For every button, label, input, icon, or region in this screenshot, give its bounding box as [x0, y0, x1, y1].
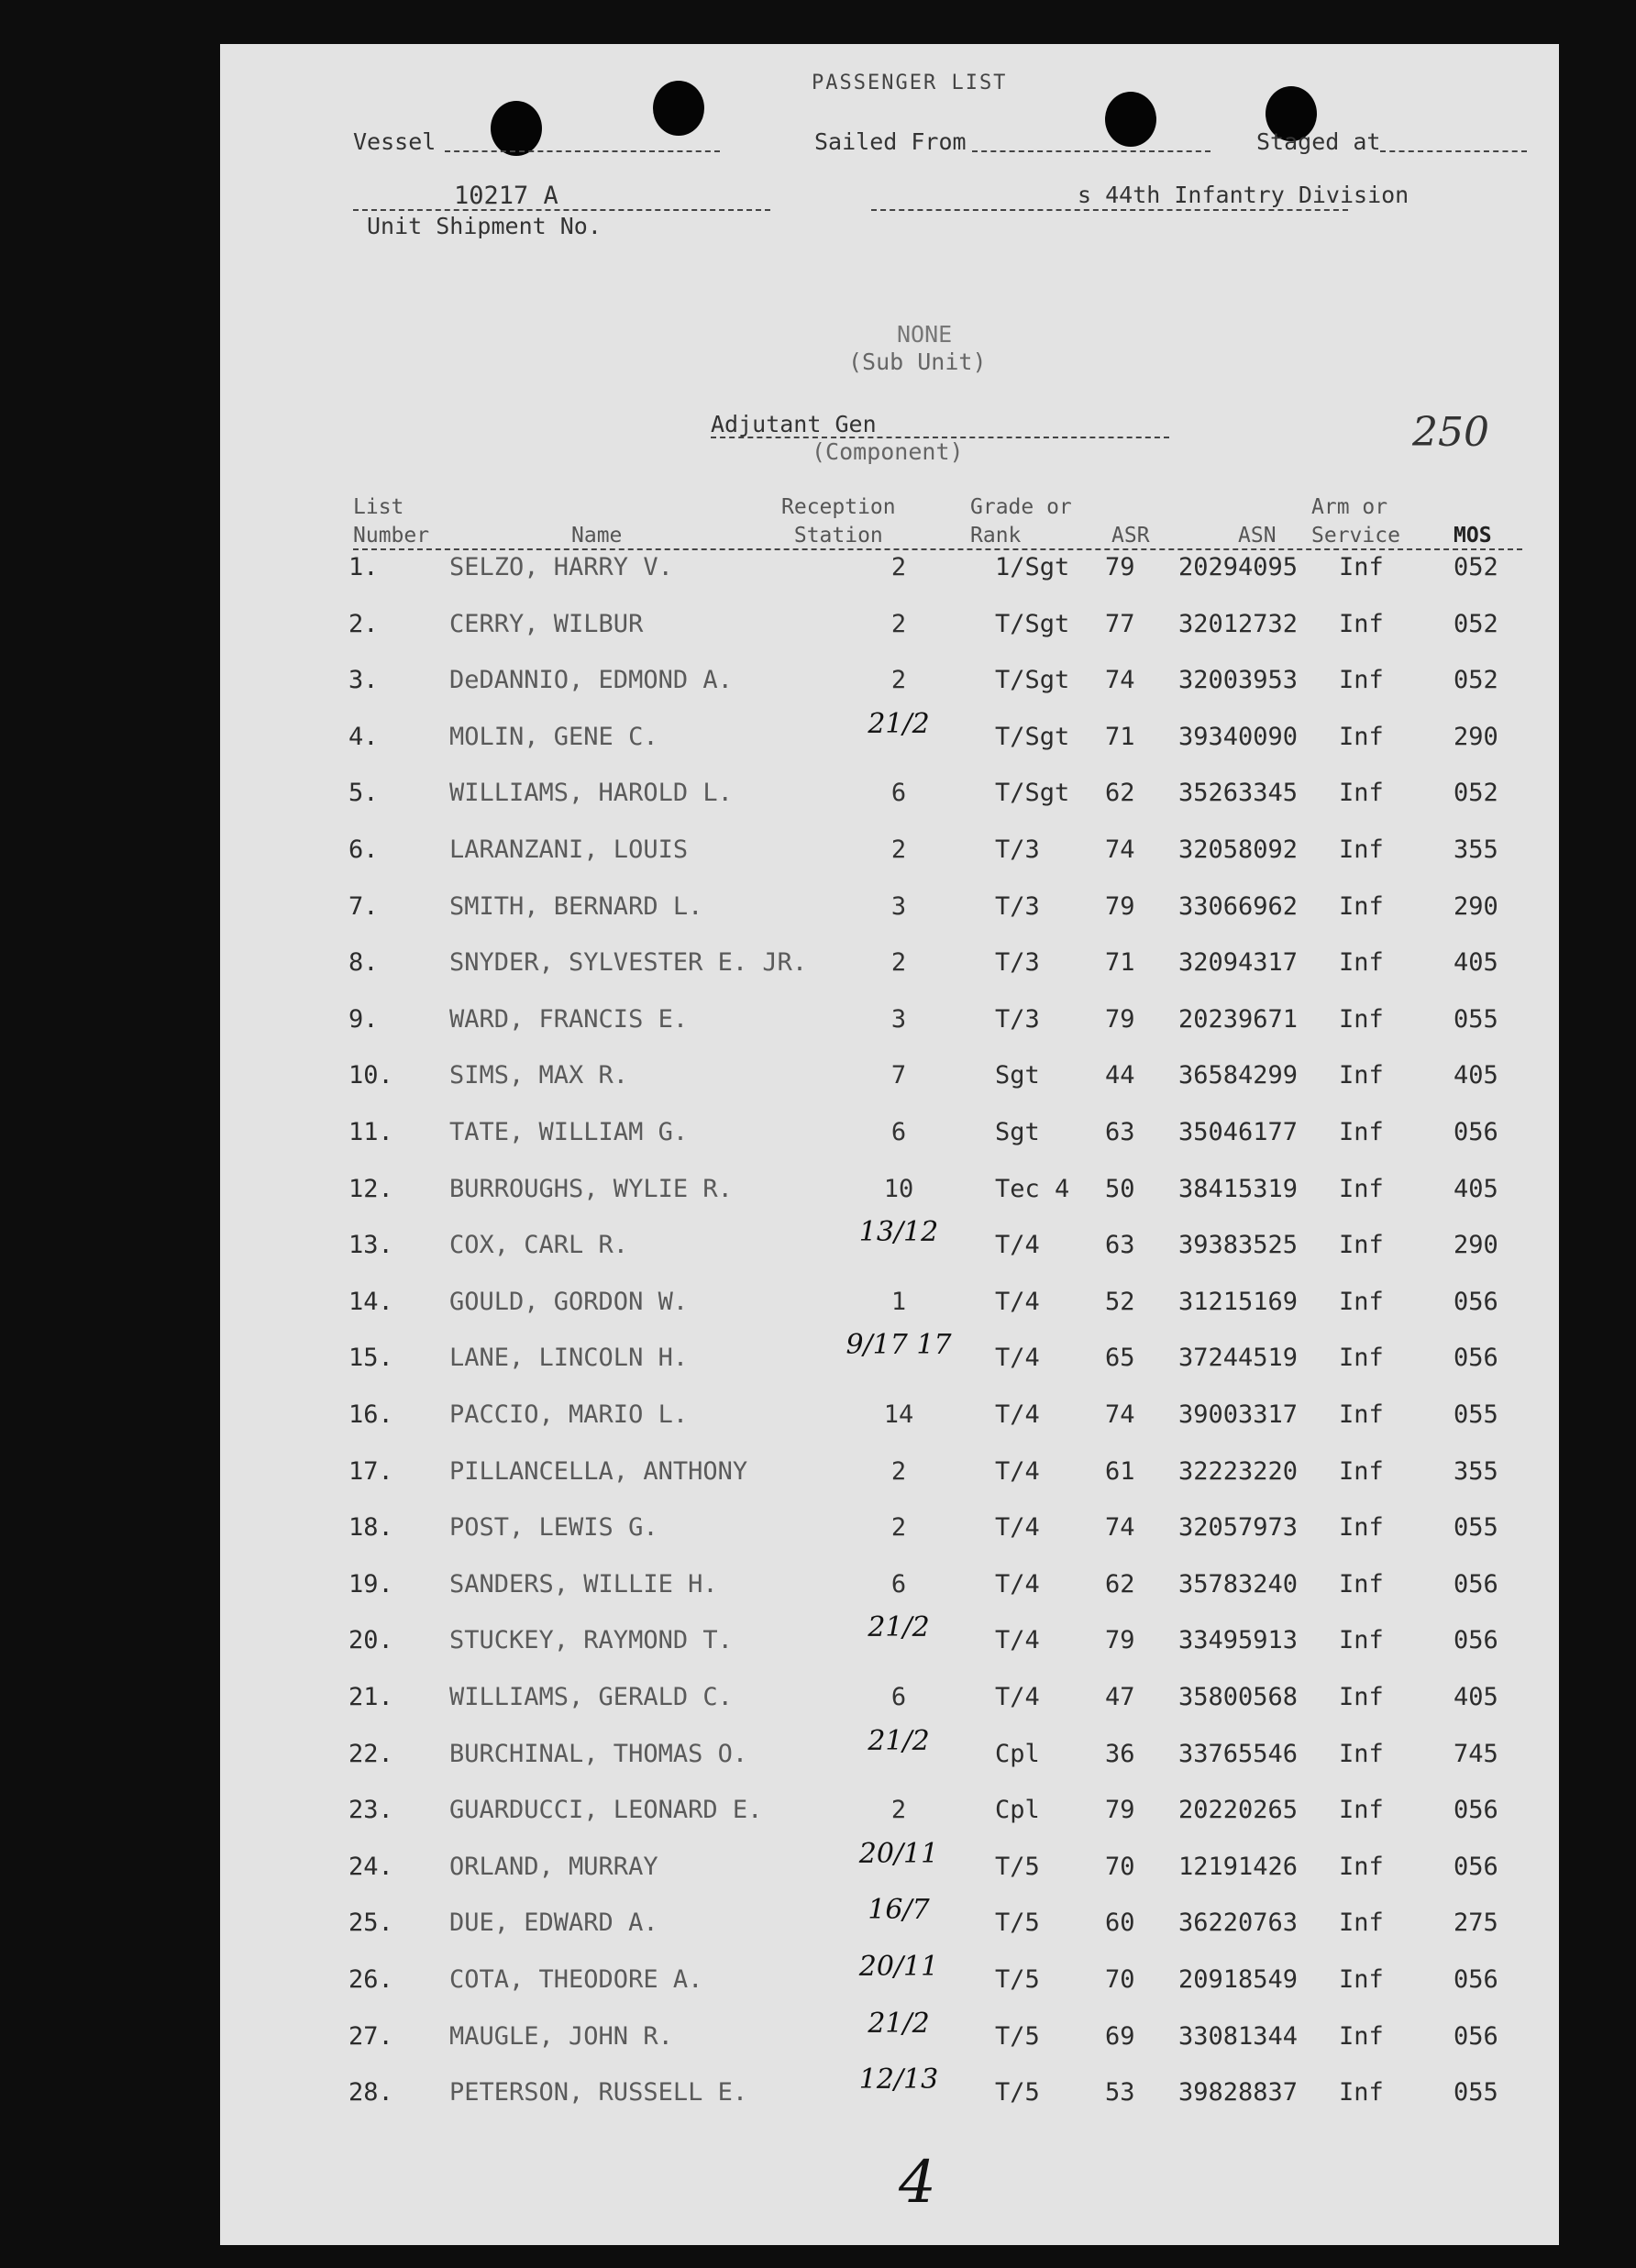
sailed-from-field: [972, 150, 1210, 152]
row-asn: 32058092: [1178, 835, 1299, 864]
row-mos: 056: [1454, 1344, 1498, 1373]
row-grade: T/4: [995, 1626, 1040, 1655]
shipment-label: Unit Shipment No.: [367, 213, 602, 239]
row-asr: 52: [1105, 1287, 1135, 1316]
row-grade: T/3: [995, 1004, 1040, 1034]
row-mos: 355: [1454, 1456, 1498, 1486]
row-mos: 055: [1454, 1400, 1498, 1429]
row-mos: 405: [1454, 1061, 1498, 1090]
row-name: MAUGLE, JOHN R.: [449, 2021, 673, 2051]
row-asr: 65: [1105, 1344, 1135, 1373]
row-asn: 20918549: [1178, 1965, 1299, 1994]
row-mos: 275: [1454, 1908, 1498, 1938]
row-asn: 32003953: [1178, 666, 1299, 695]
row-asn: 36220763: [1178, 1908, 1299, 1938]
sub-unit-label: (Sub Unit): [848, 348, 987, 375]
row-arm-service: Inf: [1339, 1796, 1384, 1825]
row-reception-station: 6: [890, 779, 907, 808]
row-mos: 405: [1454, 948, 1498, 978]
row-number: 2.: [348, 609, 379, 638]
row-asn: 33495913: [1178, 1626, 1299, 1655]
row-arm-service: Inf: [1339, 1456, 1384, 1486]
row-arm-service: Inf: [1339, 1118, 1384, 1146]
row-number: 1.: [348, 553, 379, 581]
page-number: 250: [1412, 409, 1489, 456]
row-grade: T/Sgt: [995, 609, 1070, 638]
row-mos: 055: [1454, 1513, 1498, 1543]
row-reception-station: 20/11: [858, 1837, 939, 1870]
row-asn: 37244519: [1178, 1344, 1299, 1373]
row-asn: 20294095: [1178, 553, 1299, 581]
row-name: PACCIO, MARIO L.: [449, 1400, 689, 1429]
table-row: [220, 1329, 1559, 1400]
row-reception-station: 6: [890, 1118, 907, 1146]
row-mos: 052: [1454, 666, 1498, 695]
row-arm-service: Inf: [1339, 1061, 1384, 1090]
row-number: 24.: [348, 1852, 393, 1881]
row-reception-station: 12/13: [858, 2063, 939, 2097]
row-arm-service: Inf: [1339, 1004, 1384, 1034]
col-name: Name: [571, 524, 623, 548]
row-reception-station: 21/2: [868, 2007, 930, 2040]
table-row: [220, 835, 1559, 892]
row-arm-service: Inf: [1339, 948, 1384, 978]
row-asr: 62: [1105, 1569, 1135, 1599]
row-arm-service: Inf: [1339, 1231, 1384, 1260]
row-mos: 355: [1454, 835, 1498, 864]
row-grade: T/3: [995, 948, 1040, 978]
row-asr: 50: [1105, 1174, 1135, 1203]
row-grade: T/3: [995, 835, 1040, 864]
row-reception-station: 2: [890, 948, 907, 978]
row-arm-service: Inf: [1339, 2021, 1384, 2051]
row-mos: 055: [1454, 2078, 1498, 2108]
row-arm-service: Inf: [1339, 1513, 1384, 1543]
row-asr: 63: [1105, 1231, 1135, 1260]
row-number: 8.: [348, 948, 379, 978]
row-arm-service: Inf: [1339, 1739, 1384, 1768]
row-arm-service: Inf: [1339, 1852, 1384, 1881]
row-name: LARANZANI, LOUIS: [449, 835, 689, 864]
row-grade: T/4: [995, 1400, 1040, 1429]
row-reception-station: 2: [890, 666, 907, 695]
row-asn: 20220265: [1178, 1796, 1299, 1825]
row-asn: 12191426: [1178, 1852, 1299, 1881]
row-mos: 055: [1454, 1004, 1498, 1034]
shipment-number-field: [353, 209, 770, 211]
row-arm-service: Inf: [1339, 666, 1384, 695]
col-list-number: List Number: [353, 495, 430, 548]
row-asn: 33066962: [1178, 891, 1299, 921]
row-reception-station: 16/7: [868, 1894, 930, 1927]
row-asn: 35046177: [1178, 1118, 1299, 1146]
punch-hole: [1105, 92, 1156, 147]
row-reception-station: 10: [883, 1174, 914, 1203]
row-mos: 290: [1454, 1231, 1498, 1260]
row-asr: 71: [1105, 948, 1135, 978]
row-name: COX, CARL R.: [449, 1231, 629, 1260]
row-asn: 35783240: [1178, 1569, 1299, 1599]
row-name: WARD, FRANCIS E.: [449, 1004, 689, 1034]
row-arm-service: Inf: [1339, 1400, 1384, 1429]
row-asr: 70: [1105, 1965, 1135, 1994]
row-mos: 056: [1454, 2021, 1498, 2051]
row-number: 5.: [348, 779, 379, 808]
row-arm-service: Inf: [1339, 609, 1384, 638]
punch-hole: [491, 101, 542, 156]
row-name: SMITH, BERNARD L.: [449, 891, 703, 921]
row-asr: 71: [1105, 722, 1135, 751]
row-name: BURCHINAL, THOMAS O.: [449, 1739, 748, 1768]
row-reception-station: 2: [890, 1796, 907, 1825]
passenger-list-page: [220, 44, 1559, 2245]
table-row: [220, 1118, 1559, 1175]
row-mos: 052: [1454, 779, 1498, 808]
vessel-label: Vessel: [353, 128, 437, 155]
row-asn: 31215169: [1178, 1287, 1299, 1316]
row-reception-station: 2: [890, 1456, 907, 1486]
row-name: SELZO, HARRY V.: [449, 553, 673, 581]
row-reception-station: 3: [890, 1004, 907, 1034]
row-grade: T/5: [995, 1965, 1040, 1994]
row-grade: T/4: [995, 1569, 1040, 1599]
row-arm-service: Inf: [1339, 1344, 1384, 1373]
row-mos: 056: [1454, 1626, 1498, 1655]
row-grade: T/5: [995, 2021, 1040, 2051]
table-row: [220, 1513, 1559, 1570]
row-name: LANE, LINCOLN H.: [449, 1344, 689, 1373]
col-asr: ASR: [1111, 524, 1150, 548]
punch-hole: [653, 81, 704, 136]
row-asn: 32094317: [1178, 948, 1299, 978]
col-grade: Grade or Rank: [970, 495, 1072, 548]
row-arm-service: Inf: [1339, 1569, 1384, 1599]
document-title: PASSENGER LIST: [812, 72, 1008, 94]
row-grade: Sgt: [995, 1118, 1040, 1146]
row-asn: 33765546: [1178, 1739, 1299, 1768]
row-asn: 20239671: [1178, 1004, 1299, 1034]
row-mos: 056: [1454, 1796, 1498, 1825]
row-name: BURROUGHS, WYLIE R.: [449, 1174, 733, 1203]
component: Adjutant Gen: [711, 411, 877, 437]
row-asn: 33081344: [1178, 2021, 1299, 2051]
row-grade: T/4: [995, 1287, 1040, 1316]
row-reception-station: 21/2: [868, 707, 930, 740]
footer-handwritten-mark: 4: [899, 2149, 936, 2217]
row-arm-service: Inf: [1339, 553, 1384, 581]
row-reception-station: 3: [890, 891, 907, 921]
staged-at-field: [1380, 150, 1527, 152]
row-number: 16.: [348, 1400, 393, 1429]
row-reception-station: 9/17 17: [846, 1329, 952, 1362]
row-asr: 70: [1105, 1852, 1135, 1881]
row-name: WILLIAMS, GERALD C.: [449, 1683, 733, 1711]
row-asr: 44: [1105, 1061, 1135, 1090]
row-asr: 79: [1105, 1626, 1135, 1655]
table-row: [220, 553, 1559, 610]
row-grade: T/4: [995, 1456, 1040, 1486]
row-mos: 052: [1454, 553, 1498, 581]
row-arm-service: Inf: [1339, 891, 1384, 921]
row-reception-station: 21/2: [868, 1724, 930, 1757]
row-name: CERRY, WILBUR: [449, 609, 644, 638]
row-mos: 052: [1454, 609, 1498, 638]
row-number: 7.: [348, 891, 379, 921]
row-number: 27.: [348, 2021, 393, 2051]
row-reception-station: 20/11: [858, 1951, 939, 1983]
row-asr: 74: [1105, 666, 1135, 695]
row-asr: 74: [1105, 1513, 1135, 1543]
row-asn: 39828837: [1178, 2078, 1299, 2108]
row-asr: 61: [1105, 1456, 1135, 1486]
row-grade: T/4: [995, 1683, 1040, 1711]
row-number: 13.: [348, 1231, 393, 1260]
row-name: SANDERS, WILLIE H.: [449, 1569, 718, 1599]
row-asr: 79: [1105, 1004, 1135, 1034]
row-name: DUE, EDWARD A.: [449, 1908, 658, 1938]
row-number: 21.: [348, 1683, 393, 1711]
table-row: [220, 610, 1559, 667]
row-number: 11.: [348, 1118, 393, 1146]
table-row: [220, 1005, 1559, 1062]
table-row: [220, 1457, 1559, 1514]
row-grade: T/4: [995, 1344, 1040, 1373]
row-name: PILLANCELLA, ANTHONY: [449, 1456, 748, 1486]
col-reception-station: Reception Station: [781, 495, 896, 548]
row-number: 4.: [348, 722, 379, 751]
table-row: [220, 707, 1559, 780]
row-number: 3.: [348, 666, 379, 695]
header-rule: [353, 548, 1522, 550]
row-asn: 38415319: [1178, 1174, 1299, 1203]
row-asn: 32223220: [1178, 1456, 1299, 1486]
row-name: COTA, THEODORE A.: [449, 1965, 703, 1994]
row-asn: 36584299: [1178, 1061, 1299, 1090]
row-grade: T/Sgt: [995, 779, 1070, 808]
row-mos: 290: [1454, 722, 1498, 751]
row-grade: T/4: [995, 1513, 1040, 1543]
row-arm-service: Inf: [1339, 835, 1384, 864]
row-mos: 056: [1454, 1852, 1498, 1881]
row-arm-service: Inf: [1339, 1908, 1384, 1938]
row-asr: 63: [1105, 1118, 1135, 1146]
row-name: STUCKEY, RAYMOND T.: [449, 1626, 733, 1655]
row-asn: 35263345: [1178, 779, 1299, 808]
row-grade: Sgt: [995, 1061, 1040, 1090]
row-number: 6.: [348, 835, 379, 864]
row-arm-service: Inf: [1339, 2078, 1384, 2108]
table-row: [220, 948, 1559, 1005]
row-number: 17.: [348, 1456, 393, 1486]
row-asn: 39383525: [1178, 1231, 1299, 1260]
row-reception-station: 6: [890, 1569, 907, 1599]
row-asr: 36: [1105, 1739, 1135, 1768]
division-name: s 44th Infantry Division: [1078, 182, 1409, 208]
row-number: 23.: [348, 1796, 393, 1825]
row-name: DeDANNIO, EDMOND A.: [449, 666, 733, 695]
row-asn: 35800568: [1178, 1683, 1299, 1711]
row-name: ORLAND, MURRAY: [449, 1852, 658, 1881]
row-number: 19.: [348, 1569, 393, 1599]
row-grade: T/Sgt: [995, 722, 1070, 751]
row-mos: 745: [1454, 1739, 1498, 1768]
table-row: [220, 1724, 1559, 1797]
row-name: GUARDUCCI, LEONARD E.: [449, 1796, 763, 1825]
row-arm-service: Inf: [1339, 1965, 1384, 1994]
row-number: 22.: [348, 1739, 393, 1768]
row-number: 26.: [348, 1965, 393, 1994]
row-arm-service: Inf: [1339, 1683, 1384, 1711]
table-row: [220, 1400, 1559, 1457]
row-number: 18.: [348, 1513, 393, 1543]
table-row: [220, 779, 1559, 835]
row-number: 28.: [348, 2078, 393, 2108]
row-reception-station: 2: [890, 1513, 907, 1543]
row-grade: T/3: [995, 891, 1040, 921]
row-arm-service: Inf: [1339, 1174, 1384, 1203]
row-grade: Cpl: [995, 1739, 1040, 1768]
row-number: 15.: [348, 1344, 393, 1373]
row-grade: T/4: [995, 1231, 1040, 1260]
row-number: 10.: [348, 1061, 393, 1090]
row-name: WILLIAMS, HAROLD L.: [449, 779, 733, 808]
col-mos: MOS: [1454, 524, 1492, 548]
row-name: TATE, WILLIAM G.: [449, 1118, 689, 1146]
vessel-field: [445, 150, 720, 152]
row-mos: 056: [1454, 1965, 1498, 1994]
row-asr: 74: [1105, 835, 1135, 864]
row-asn: 32012732: [1178, 609, 1299, 638]
row-mos: 056: [1454, 1287, 1498, 1316]
row-asr: 74: [1105, 1400, 1135, 1429]
row-grade: 1/Sgt: [995, 553, 1070, 581]
table-row: [220, 1611, 1559, 1683]
division-field: [871, 209, 1348, 211]
row-arm-service: Inf: [1339, 779, 1384, 808]
component-label: (Component): [812, 438, 964, 465]
row-reception-station: 6: [890, 1683, 907, 1711]
row-grade: Tec 4: [995, 1174, 1070, 1203]
row-arm-service: Inf: [1339, 1287, 1384, 1316]
row-asr: 53: [1105, 2078, 1135, 2108]
row-arm-service: Inf: [1339, 1626, 1384, 1655]
row-name: PETERSON, RUSSELL E.: [449, 2078, 748, 2108]
row-asn: 39003317: [1178, 1400, 1299, 1429]
row-number: 14.: [348, 1287, 393, 1316]
row-mos: 290: [1454, 891, 1498, 921]
row-mos: 405: [1454, 1174, 1498, 1203]
row-reception-station: 1: [890, 1287, 907, 1316]
row-grade: T/5: [995, 1852, 1040, 1881]
row-number: 20.: [348, 1626, 393, 1655]
col-asn: ASN: [1238, 524, 1277, 548]
col-arm-service: Arm or Service: [1311, 495, 1400, 548]
row-asr: 79: [1105, 553, 1135, 581]
row-name: SIMS, MAX R.: [449, 1061, 629, 1090]
row-asr: 69: [1105, 2021, 1135, 2051]
row-mos: 405: [1454, 1683, 1498, 1711]
row-name: MOLIN, GENE C.: [449, 722, 658, 751]
row-reception-station: 21/2: [868, 1611, 930, 1644]
row-asn: 39340090: [1178, 722, 1299, 751]
sub-unit: NONE: [897, 321, 953, 348]
row-asr: 60: [1105, 1908, 1135, 1938]
row-reception-station: 14: [883, 1400, 914, 1429]
row-arm-service: Inf: [1339, 722, 1384, 751]
row-reception-station: 2: [890, 835, 907, 864]
table-row: [220, 2063, 1559, 2135]
row-mos: 056: [1454, 1118, 1498, 1146]
row-asr: 79: [1105, 891, 1135, 921]
row-grade: Cpl: [995, 1796, 1040, 1825]
sailed-from-label: Sailed From: [814, 128, 967, 155]
row-name: POST, LEWIS G.: [449, 1513, 658, 1543]
row-grade: T/Sgt: [995, 666, 1070, 695]
row-asn: 32057973: [1178, 1513, 1299, 1543]
row-name: SNYDER, SYLVESTER E. JR.: [449, 948, 808, 978]
row-reception-station: 7: [890, 1061, 907, 1090]
row-number: 25.: [348, 1908, 393, 1938]
row-asr: 79: [1105, 1796, 1135, 1825]
row-number: 12.: [348, 1174, 393, 1203]
row-asr: 62: [1105, 779, 1135, 808]
row-grade: T/5: [995, 1908, 1040, 1938]
table-row: [220, 892, 1559, 949]
row-name: GOULD, GORDON W.: [449, 1287, 689, 1316]
row-grade: T/5: [995, 2078, 1040, 2108]
staged-at-label: Staged at: [1256, 128, 1381, 155]
row-mos: 056: [1454, 1569, 1498, 1599]
shipment-number: 10217 A: [454, 182, 558, 210]
table-row: [220, 1061, 1559, 1118]
table-row: [220, 1216, 1559, 1288]
row-asr: 77: [1105, 609, 1135, 638]
row-reception-station: 2: [890, 609, 907, 638]
row-asr: 47: [1105, 1683, 1135, 1711]
row-number: 9.: [348, 1004, 379, 1034]
row-reception-station: 13/12: [858, 1216, 939, 1249]
row-reception-station: 2: [890, 553, 907, 581]
